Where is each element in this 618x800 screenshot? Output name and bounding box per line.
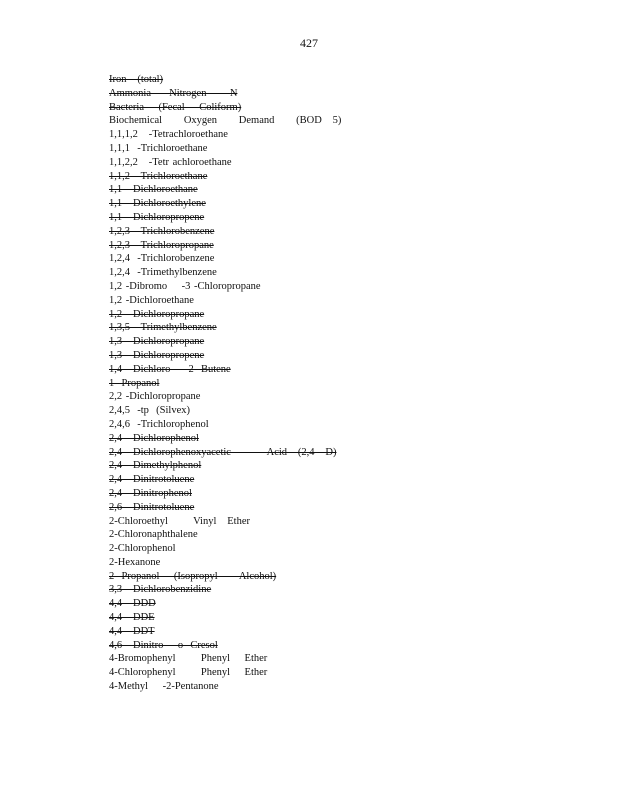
struck-list-item: 1,1 Dichloroethylene [109, 198, 206, 210]
struck-list-item: 4,4 DDT [109, 625, 155, 637]
struck-list-item: Iron (total) [109, 74, 164, 85]
struck-list-item: 2 Propanol (Isopropyl Alcohol) [109, 570, 277, 582]
struck-list-item: 2,6 Dinitrotoluene [109, 501, 195, 513]
list-item: 2,4,5 -tp (Silvex) [109, 405, 190, 417]
struck-list-item: 4,4 DDD [109, 598, 156, 610]
list-item: 1,1,1 -Trichloroethane [109, 142, 208, 154]
list-item: 4-Chlorophenyl Phenyl Ether [109, 667, 268, 679]
list-item: 1,1,2,2 -Tetr achloroethane [109, 156, 232, 168]
list-item: 1,2,4 -Trichlorobenzene [109, 253, 215, 265]
struck-list-item: 1,3 Dichloropropane [109, 336, 205, 348]
struck-list-item: 1,2 Dichloropropane [109, 308, 205, 320]
list-item: Biochemical Oxygen Demand (BOD 5) [109, 115, 342, 127]
list-item: 4-Bromophenyl Phenyl Ether [109, 653, 268, 665]
list-item: 1,1,1,2 -Tetrachloroethane [109, 129, 228, 141]
parameter-list [109, 73, 341, 694]
list-item: 2-Chloroethyl Vinyl Ether [109, 515, 250, 527]
struck-list-item: 1,1 Dichloroethane [109, 184, 198, 196]
list-item: 2-Hexanone [109, 556, 161, 568]
struck-list-item: 4,6 Dinitro o Cresol [109, 639, 218, 651]
struck-list-item: 1 Propanol [109, 377, 160, 389]
struck-list-item: 1,3,5 Trimethylbenzene [109, 322, 217, 334]
struck-list-item: Ammonia Nitrogen –N [109, 87, 238, 99]
struck-list-item: 1,2,3 Trichlorobenzene [109, 225, 215, 237]
struck-list-item: 1,4 Dichloro 2 Butene [109, 363, 231, 375]
list-item: 2,2 -Dichloropropane [109, 391, 201, 403]
struck-list-item: 2,4 Dinitrophenol [109, 487, 192, 499]
list-item: 1,2 -Dibromo -3 -Chloropropane [109, 280, 261, 292]
struck-list-item: 2,4 Dichlorophenol [109, 432, 199, 444]
struck-list-item: 1,1 Dichloropropene [109, 211, 205, 223]
struck-list-item: Bacteria (Fecal Coliform) [109, 101, 242, 113]
struck-list-item: 2,4 Dinitrotoluene [109, 474, 195, 486]
list-item: 2-Chlorophenol [109, 543, 176, 555]
list-item: 1,2 -Dichloroethane [109, 294, 194, 306]
list-item: 4-Methyl -2-Pentanone [109, 681, 219, 693]
struck-list-item: 1,2,3 Trichloropropane [109, 239, 214, 251]
struck-list-item: 1,3 Dichloropropene [109, 349, 205, 361]
struck-list-item: 4,4 DDE [109, 612, 155, 624]
struck-list-item: 1,1,2 Trichloroethane [109, 170, 208, 182]
list-item: 2,4,6 -Trichlorophenol [109, 418, 209, 430]
list-item: 1,2,4 -Trimethylbenzene [109, 267, 217, 279]
struck-list-item: 3,3 Dichlorobenzidine [109, 584, 212, 596]
struck-list-item: 2,4 Dichlorophenoxyacetic Acid (2,4 D) [109, 446, 337, 458]
page-number: 427 [300, 36, 318, 50]
list-item: 2-Chloronaphthalene [109, 529, 198, 541]
struck-list-item: 2,4 Dimethylphenol [109, 460, 202, 472]
